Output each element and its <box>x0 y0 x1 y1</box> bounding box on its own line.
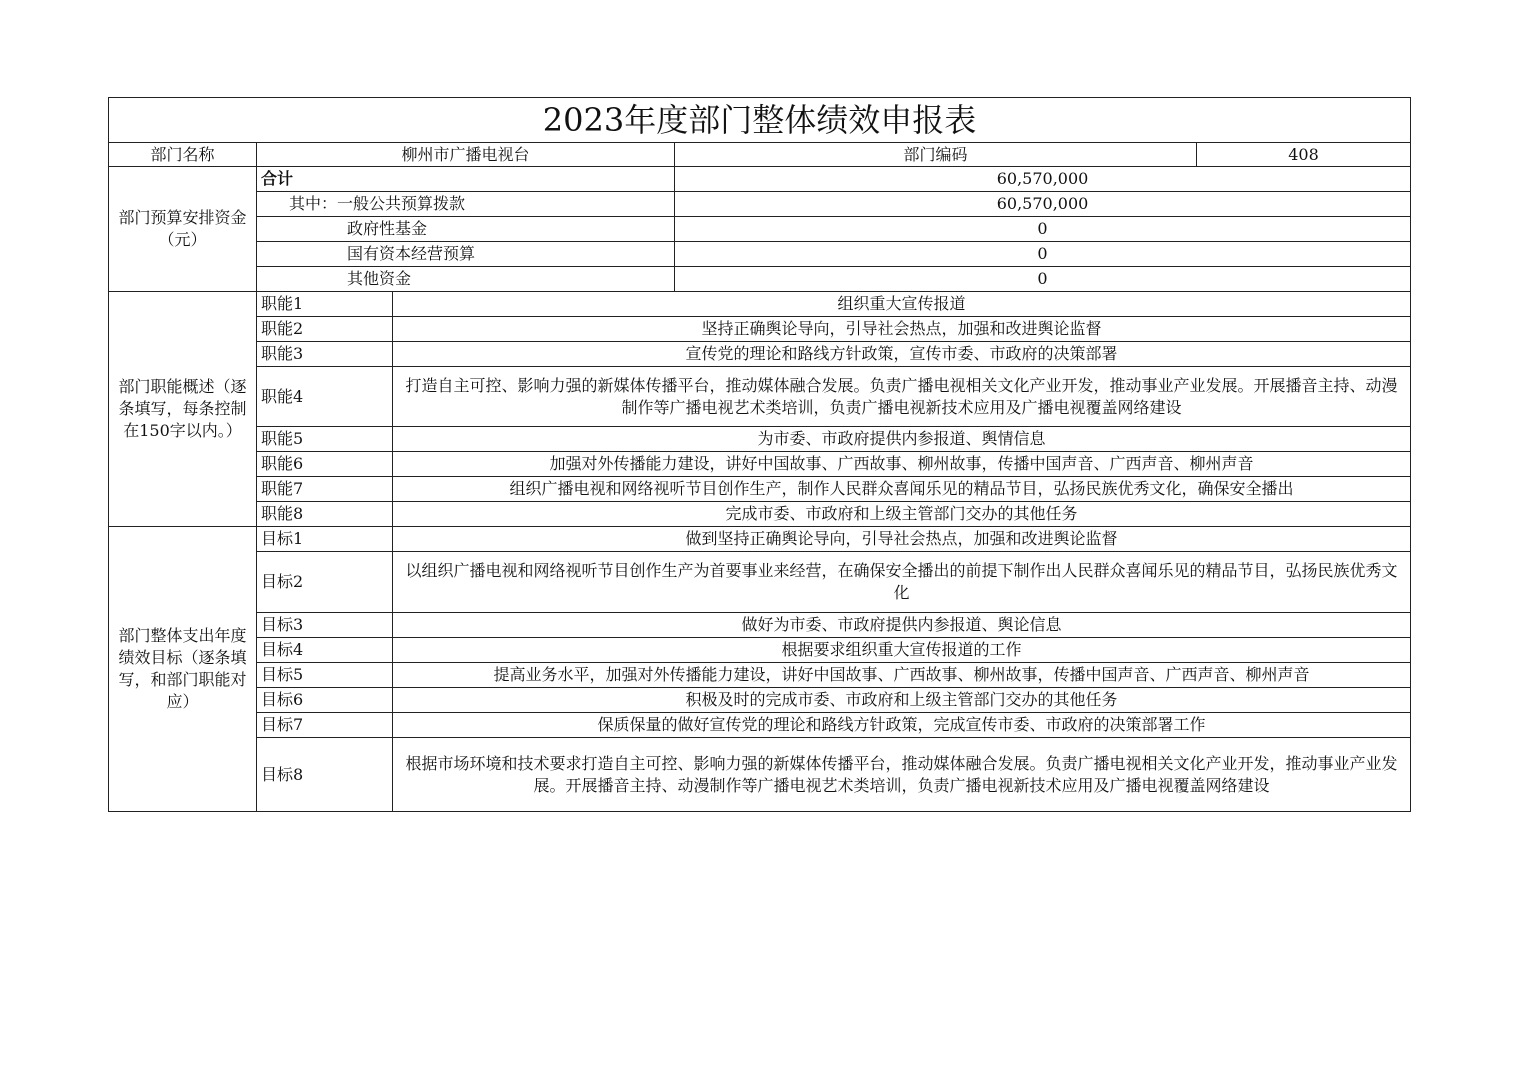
goal-label: 目标7 <box>257 713 393 738</box>
performance-form-sheet <box>108 97 1410 812</box>
goal-text: 以组织广播电视和网络视听节目创作生产为首要事业来经营，在确保安全播出的前提下制作出人民群众喜闻乐见的精品节目，弘扬民族优秀文化 <box>393 552 1411 613</box>
goal-text: 提高业务水平，加强对外传播能力建设，讲好中国故事、广西故事、柳州故事，传播中国声音、广西声音、柳州声音 <box>393 663 1411 688</box>
goal-label: 目标2 <box>257 552 393 613</box>
function-text: 为市委、市政府提供内参报道、舆情信息 <box>393 427 1411 452</box>
goal-text: 根据市场环境和技术要求打造自主可控、影响力强的新媒体传播平台，推动媒体融合发展。负责广播电视相关文化产业开发，推动事业产业发展。开展播音主持、动漫制作等广播电视艺术类培训，负责广播电视新技术应用及广播电视覆盖网络建设 <box>393 738 1411 812</box>
goal-label: 目标5 <box>257 663 393 688</box>
function-text: 组织广播电视和网络视听节目创作生产，制作人民群众喜闻乐见的精品节目，弘扬民族优秀文化，确保安全播出 <box>393 477 1411 502</box>
goal-text: 做到坚持正确舆论导向，引导社会热点，加强和改进舆论监督 <box>393 527 1411 552</box>
function-label: 职能5 <box>257 427 393 452</box>
budget-row-value: 60,570,000 <box>675 192 1411 217</box>
goal-text: 保质保量的做好宣传党的理论和路线方针政策，完成宣传市委、市政府的决策部署工作 <box>393 713 1411 738</box>
functions-section-label: 部门职能概述（逐条填写，每条控制在150字以内。） <box>109 292 257 527</box>
budget-row-label: 政府性基金 <box>257 217 675 242</box>
dept-code-label: 部门编码 <box>675 143 1197 167</box>
goals-section-label: 部门整体支出年度绩效目标（逐条填写，和部门职能对应） <box>109 527 257 812</box>
budget-row-label: 国有资本经营预算 <box>257 242 675 267</box>
function-label: 职能7 <box>257 477 393 502</box>
function-label: 职能2 <box>257 317 393 342</box>
goal-text: 积极及时的完成市委、市政府和上级主管部门交办的其他任务 <box>393 688 1411 713</box>
budget-row-value: 60,570,000 <box>675 167 1411 192</box>
function-label: 职能4 <box>257 367 393 427</box>
goal-label: 目标4 <box>257 638 393 663</box>
performance-table <box>108 97 1411 812</box>
budget-row-value: 0 <box>675 217 1411 242</box>
goal-label: 目标6 <box>257 688 393 713</box>
budget-row-label: 其他资金 <box>257 267 675 292</box>
budget-row-value: 0 <box>675 242 1411 267</box>
function-text: 加强对外传播能力建设，讲好中国故事、广西故事、柳州故事，传播中国声音、广西声音、柳州声音 <box>393 452 1411 477</box>
goal-label: 目标1 <box>257 527 393 552</box>
function-text: 完成市委、市政府和上级主管部门交办的其他任务 <box>393 502 1411 527</box>
function-label: 职能6 <box>257 452 393 477</box>
function-text: 打造自主可控、影响力强的新媒体传播平台，推动媒体融合发展。负责广播电视相关文化产业开发，推动事业产业发展。开展播音主持、动漫制作等广播电视艺术类培训，负责广播电视新技术应用及广播电视覆盖网络建设 <box>393 367 1411 427</box>
function-text: 坚持正确舆论导向，引导社会热点，加强和改进舆论监督 <box>393 317 1411 342</box>
function-label: 职能1 <box>257 292 393 317</box>
dept-code-value: 408 <box>1197 143 1411 167</box>
budget-row-label: 其中：一般公共预算拨款 <box>257 192 675 217</box>
goal-label: 目标3 <box>257 613 393 638</box>
budget-row-value: 0 <box>675 267 1411 292</box>
dept-name-value: 柳州市广播电视台 <box>257 143 675 167</box>
goal-text: 做好为市委、市政府提供内参报道、舆论信息 <box>393 613 1411 638</box>
function-text: 宣传党的理论和路线方针政策，宣传市委、市政府的决策部署 <box>393 342 1411 367</box>
dept-name-label: 部门名称 <box>109 143 257 167</box>
budget-row-label: 合计 <box>257 167 675 192</box>
goal-label: 目标8 <box>257 738 393 812</box>
function-label: 职能8 <box>257 502 393 527</box>
budget-section-label: 部门预算安排资金（元） <box>109 167 257 292</box>
goal-text: 根据要求组织重大宣传报道的工作 <box>393 638 1411 663</box>
function-label: 职能3 <box>257 342 393 367</box>
form-title: 2023年度部门整体绩效申报表 <box>109 98 1411 143</box>
function-text: 组织重大宣传报道 <box>393 292 1411 317</box>
